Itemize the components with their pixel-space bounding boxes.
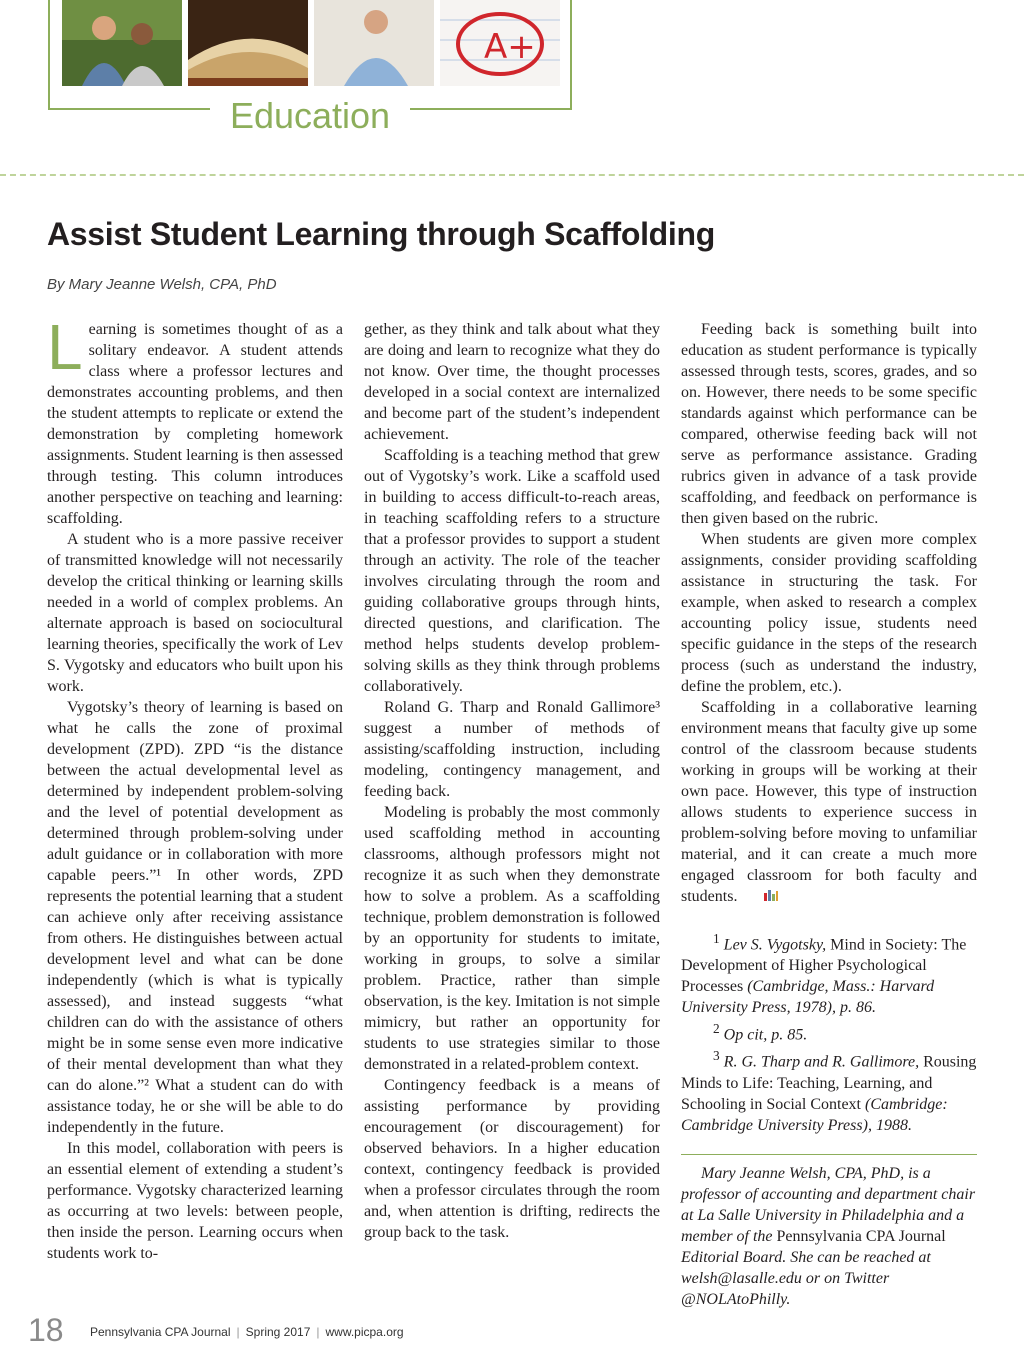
paragraph: Scaffolding in a collaborative learning environment means that faculty give up some control of the classroom because students working in groups will be working at their own pace. However, this type of instruction allows students to experience success in problem-solving before moving to unfamiliar material, and it can create a much more engaged classroom for both faculty and students. bbox=[681, 697, 977, 908]
article-headline: Assist Student Learning through Scaffolding bbox=[47, 216, 715, 252]
books-photo bbox=[188, 0, 308, 86]
section-title: Education bbox=[210, 94, 410, 138]
column-2 bbox=[364, 319, 660, 1243]
author-bio: Mary Jeanne Welsh, CPA, PhD, is a professor of accounting and department chair at La Salle University in Philadelphia and a member of the Pennsylvania CPA Journal Editorial Board. She can be reached at welsh@lasalle.edu or on Twitter @NOLAtoPhilly. bbox=[681, 1164, 976, 1308]
byline: By Mary Jeanne Welsh, CPA, PhD bbox=[47, 276, 277, 293]
paragraph: In this model, collaboration with peers is an essential element of extending a student’s performance. Vygotsky characterized learning as occurring at two levels: between people, then inside the person. Learning occurs when students work to- bbox=[47, 1140, 343, 1262]
footnote-1: $^1$ Lev S. Vygotsky, Mind in Society: The Development of Higher Psychological Processes (Cambridge, Mass.: Harvard University Press, 1978), p. 86. bbox=[681, 930, 967, 1017]
paragraph: A student who is a more passive receiver of transmitted knowledge will not necessarily develop the critical thinking or learning skills needed in a world of complex problems. An alternate approach is based on sociocultural learning theories, specifically the work of Lev S. Vygotsky and educators who built upon his work. bbox=[47, 531, 343, 695]
dashed-divider bbox=[0, 174, 1024, 176]
paragraph: Modeling is probably the most commonly used scaffolding method in accounting classrooms, although professors might not recognize it as such when they demonstrate how to solve a problem. As a scaffolding technique, problem demonstration is followed by an opportunity for students to imitate, working in groups, to solve a similar problem. Practice, rather than simple observation, is the key. Imitation is not simple mimicry, but rather an opportunity for students to use strategies similar to those demonstrated in a related-problem context. bbox=[364, 804, 660, 1073]
footnote-3: $^3$ R. G. Tharp and R. Gallimore, Rousing Minds to Life: Teaching, Learning, and Schooling in Social Context (Cambridge: Cambridge University Press), 1988. bbox=[681, 1048, 977, 1134]
svg-text:A+: A+ bbox=[484, 27, 536, 67]
column-3 bbox=[681, 319, 977, 1310]
students-photo bbox=[62, 0, 182, 86]
footer-info: Pennsylvania CPA Journal | Spring 2017 | www.picpa.org bbox=[90, 1325, 404, 1339]
paragraph: When students are given more complex assignments, consider providing scaffolding assistance in structuring the task. For example, when asked to research a complex accounting policy issue, students need specific guidance in the steps of the research process (such as understand the industry, define the problem, etc.). bbox=[681, 531, 977, 695]
footer-url[interactable]: www.picpa.org bbox=[325, 1325, 404, 1339]
header-photos bbox=[62, 0, 560, 86]
paragraph: Feeding back is something built into education as student performance is typically assessed through tests, scores, grades, and so on. However, there needs to be some specific standards against which performance can be compared, otherwise feeding back will not serve as performance assistance. Grading rubrics given in advance of a task provide scaffolding, and feedback on performance is then given based on the rubric. bbox=[681, 321, 977, 527]
drop-cap: L bbox=[47, 311, 83, 383]
paragraph: gether, as they think and talk about what they are doing and learn to recognize what they do not know. Over time, the thought processes developed in a social context are internalized and become part of the student’s independent achievement. bbox=[364, 321, 660, 443]
professor-photo bbox=[314, 0, 434, 86]
grade-a-plus-photo bbox=[440, 0, 560, 86]
column-1 bbox=[47, 311, 343, 1264]
paragraph: Learning is sometimes thought of as a solitary endeavor. A student attends class where a professor lectures and demonstrates accounting problems, and then the student attempts to replicate or extend the demonstration by completing homework assignments. Student learning is then assessed through testing. This column introduces another perspective on teaching and learning: scaffolding. bbox=[47, 311, 343, 527]
page-number: 18 bbox=[28, 1312, 64, 1348]
footnote-2: $^2$ Op cit, p. 85. bbox=[713, 1021, 808, 1044]
paragraph: Contingency feedback is a means of assisting performance by providing encouragement (or discouragement) for observed behaviors. In a higher education context, contingency feedback is provided when a professor circulates through the room and, when attention is drifting, redirects the group back to the task. bbox=[364, 1077, 660, 1241]
paragraph: Vygotsky’s theory of learning is based on what he calls the zone of proximal development (ZPD). ZPD “is the distance between the actual developmental level as determined by independent problem-solving and the level of potential development as determined through problem-solving under adult guidance or in collaboration with more capable peers.”¹ In other words, ZPD represents the potential learning that a student can achieve only after receiving assistance from others. He distinguishes between actual development level and what can be done independently (which is what is typically assessed), and instead suggests “what children can do with the assistance of others might be in some sense even more indicative of their mental development than what they can do alone.”² What a student can do with assistance today, he or she will be able to do independently in the future. bbox=[47, 699, 343, 1136]
paragraph: Scaffolding is a teaching method that grew out of Vygotsky’s work. Like a scaffold used in building to access difficult-to-reach areas, in teaching scaffolding refers to a structure that a professor provides to support a student through an activity. The role of the teacher involves circulating through the room and guiding collaborative groups through hints, directed questions, and clarification. The method helps students develop problem-solving skills as they think through problems collaboratively. bbox=[364, 447, 660, 695]
bio-divider bbox=[681, 1154, 977, 1155]
paragraph: Roland G. Tharp and Ronald Gallimore³ suggest a number of methods of assisting/scaffolding instruction, including modeling, contingency management, and feeding back. bbox=[364, 699, 660, 800]
end-mark-icon bbox=[743, 887, 779, 908]
